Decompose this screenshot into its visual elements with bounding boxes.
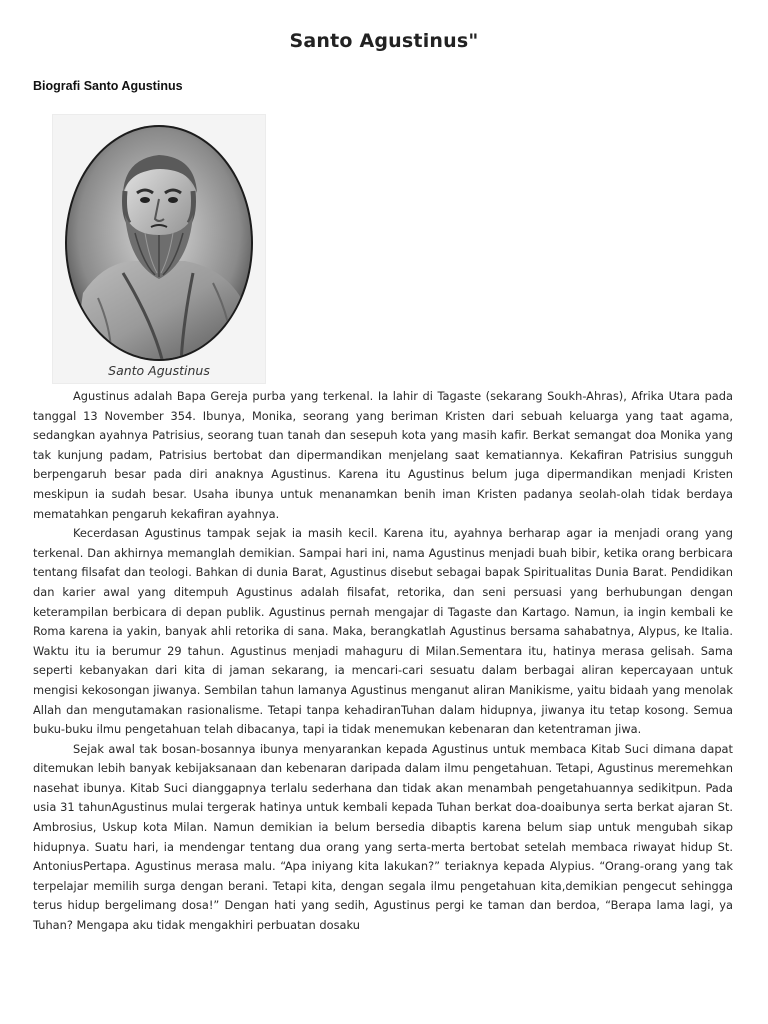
section-heading: Biografi Santo Agustinus: [33, 79, 183, 93]
paragraph: Agustinus adalah Bapa Gereja purba yang terkenal. Ia lahir di Tagaste (sekarang Soukh-Ahras), Afrika Utara pada tanggal 13 November 354. Ibunya, Monika, seorang yang beriman Kristen dari sebuah keluarga yang taat agama, sedangkan ayahnya Patrisius, seorang tuan tanah dan sesepuh kota yang masih kafir. Berkat semangat doa Monika yang tak kunjung padam, Patrisius bertobat dan dipermandikan menjelang saat kematiannya. Kekafiran Patrisius sungguh berpengaruh besar pada diri anaknya Agustinus. Karena itu Agustinus belum juga dipermandikan menjadi Kristen meskipun ia sudah besar. Usaha ibunya untuk menanamkan benih iman Kristen padanya seolah-olah tidak berdaya mematahkan pengaruh kekafiran ayahnya.: [33, 389, 733, 521]
saint-augustine-portrait: [63, 123, 255, 363]
paragraph: Sejak awal tak bosan-bosannya ibunya menyarankan kepada Agustinus untuk membaca Kitab Suci dimana dapat ditemukan lebih banyak kebijaksanaan dan kebenaran daripada dalam ilmu pengetahuan. Tetapi, Agustinus meremehkan nasehat ibunya. Kitab Suci dianggapnya terlalu sederhana dan tidak akan menambah pengetahuannya sedikitpun. Pada usia 31 tahunAgustinus mulai tergerak hatinya untuk kembali kepada Tuhan berkat doa-doaibunya serta berkat ajaran St. Ambrosius, Uskup kota Milan. Namun demikian ia belum bersedia dibaptis karena belum siap untuk mengubah sikap hidupnya. Suatu hari, ia mendengar tentang dua orang yang serta-merta bertobat setelah membaca riwayat hidup St. AntoniusPertapa. Agustinus merasa malu. “Apa iniyang kita lakukan?” teriaknya kepada Alypius. “Orang-orang yang tak terpelajar memilih surga dengan berani. Tetapi kita, dengan segala ilmu pengetahuan kita,demikian pengecut sehingga terus hidup bergelimang dosa!” Dengan hati yang sedih, Agustinus pergi ke taman dan berdoa, “Berapa lama lagi, ya Tuhan? Mengapa aku tidak mengakhiri perbuatan dosaku: [33, 741, 733, 933]
article-body: [33, 387, 733, 936]
portrait-figure: [52, 114, 266, 384]
figure-caption: Santo Agustinus: [108, 363, 210, 378]
document-title: Santo Agustinus": [289, 30, 479, 52]
paragraph: Kecerdasan Agustinus tampak sejak ia masih kecil. Karena itu, ayahnya berharap agar ia menjadi orang yang terkenal. Dan akhirnya memanglah demikian. Sampai hari ini, nama Agustinus menjadi buah bibir, ketika orang berbicara tentang filsafat dan teologi. Bahkan di dunia Barat, Agustinus disebut sebagai bapak Spiritualitas Dunia Barat. Pendidikan dan karier awal yang ditempuh Agustinus adalah filsafat, retorika, dan seni persuasi yang berhubungan dengan keterampilan berbicara di depan publik. Agustinus pernah mengajar di Tagaste dan Kartago. Namun, ia ingin kembali ke Roma karena ia yakin, banyak ahli retorika di sana. Maka, berangkatlah Agustinus bersama sahabatnya, Alypus, ke Italia. Waktu itu ia berumur 29 tahun. Agustinus menjadi mahaguru di Milan.Sementara itu, hatinya merasa gelisah. Sama seperti kebanyakan dari kita di jaman sekarang, ia mencari-cari sesuatu dalam berbagai aliran kepercayaan untuk mengisi kekosongan jiwanya. Sembilan tahun lamanya Agustinus menganut aliran Manikisme, yaitu bidaah yang menolak Allah dan mengutamakan rasionalisme. Tetapi tanpa kehadiranTuhan dalam hidupnya, jiwanya itu tetap kosong. Semua buku-buku ilmu pengetahuan telah dibacanya, tapi ia tidak menemukan kebenaran dan ketentraman jiwa.: [33, 526, 733, 737]
